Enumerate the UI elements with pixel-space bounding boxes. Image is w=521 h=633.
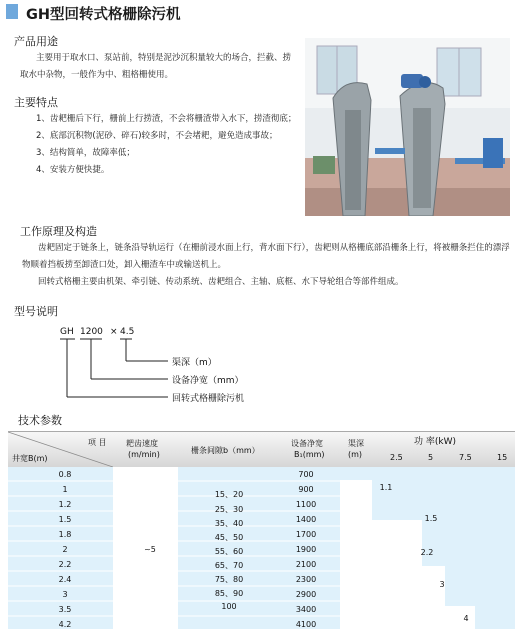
power-cell: 2.2: [420, 548, 434, 557]
usage-heading: 产品用途: [14, 35, 58, 48]
gap-cell: 85、90: [214, 589, 244, 598]
model-label-depth: 渠深（m）: [172, 358, 217, 368]
header-net: 设备净宽: [291, 439, 323, 448]
net-width-cell: 700: [298, 470, 314, 479]
width-cell: 1.5: [58, 515, 72, 524]
header-power: 功 率(kW): [414, 437, 456, 447]
net-width-cell: 2900: [295, 590, 317, 599]
header-power-col: 2.5: [390, 453, 403, 462]
net-width-cell: 1100: [295, 500, 317, 509]
width-cell: 0.8: [58, 470, 72, 479]
page-title: GH型回转式格栅除污机: [26, 7, 181, 23]
header-gap: 栅条间隙b（mm）: [191, 446, 260, 455]
header-speed: 耙齿速度: [126, 439, 158, 448]
width-cell: 4.2: [58, 620, 72, 629]
header-power-col: 7.5: [459, 453, 472, 462]
speed-cell: ~5: [144, 545, 156, 554]
header-power-col: 5: [428, 453, 434, 462]
net-width-cell: 4100: [295, 620, 317, 629]
principle-text-2: 回转式格栅主要由机架、牵引链、传动系统、齿耙组合、主轴、底框、水下导轮组合等部件组成。: [38, 277, 404, 287]
header-item: 项 目: [88, 438, 107, 447]
model-code-times: ×: [110, 327, 118, 337]
gap-cell: 65、70: [214, 561, 244, 570]
model-label-series: 回转式格栅除污机: [172, 394, 245, 404]
width-cell: 1.2: [58, 500, 72, 509]
header-depth: 渠深: [348, 439, 364, 448]
net-width-cell: 1400: [295, 515, 317, 524]
net-width-cell: 3400: [295, 605, 317, 614]
model-code-depth: 4.5: [120, 327, 135, 337]
features-heading: 主要特点: [14, 96, 58, 109]
width-cell: 1.8: [58, 530, 72, 539]
feature-item: 4、安装方便快捷。: [36, 165, 110, 175]
power-cell: 1.1: [379, 483, 393, 492]
net-width-cell: 900: [298, 485, 314, 494]
net-width-cell: 2300: [295, 575, 317, 584]
width-cell: 2.2: [58, 560, 72, 569]
power-cell: 1.5: [424, 514, 438, 523]
header-net-unit: B₁(mm): [294, 450, 325, 459]
feature-item: 1、齿耙栅后下行，栅前上行捞渣，不会将栅渣带入水下，捞渣彻底；: [36, 114, 297, 124]
header-width: 井宽B(m): [12, 454, 48, 463]
feature-item: 3、结构简单，故障率低；: [36, 148, 135, 158]
net-width-cell: 1700: [295, 530, 317, 539]
width-cell: 1: [62, 485, 68, 494]
feature-item: 2、底部沉积物(泥砂、碎石)较多时，不会堵耙，避免造成事故；: [36, 131, 278, 141]
net-width-cell: 2100: [295, 560, 317, 569]
width-cell: 3: [62, 590, 68, 599]
model-label-width: 设备净宽（mm）: [172, 376, 244, 386]
usage-text: 主要用于取水口、泵站前，特别是泥沙沉积量较大的场合，拦截、捞取水中杂物，一般作为中、粗格栅使用。: [20, 53, 292, 80]
model-code-series: GH: [60, 327, 74, 337]
gap-cell: 45、50: [214, 533, 244, 542]
gap-cell: 100: [221, 602, 237, 611]
model-heading: 型号说明: [14, 305, 58, 318]
power-cell: 3: [439, 580, 445, 589]
net-width-cell: 1900: [295, 545, 317, 554]
gap-cell: 15、20: [214, 490, 244, 499]
header-power-col: 15: [497, 453, 508, 462]
power-cell: 4: [463, 614, 469, 623]
header-depth-unit: (m): [348, 450, 363, 459]
gap-cell: 35、40: [214, 519, 244, 528]
width-cell: 3.5: [58, 605, 72, 614]
model-code-width: 1200: [80, 327, 103, 337]
tech-heading: 技术参数: [18, 414, 62, 427]
gap-cell: 75、80: [214, 575, 244, 584]
principle-text-1: 齿耙固定于链条上，链条沿导轨运行（在栅前浸水面上行，背水面下行），齿耙则从格栅底部沿栅条上行，将被栅条拦住的漂浮物顺着挡板捞至卸渣口处，卸入栅渣车中或输送机上。: [22, 243, 510, 270]
width-cell: 2.4: [58, 575, 72, 584]
gap-cell: 25、30: [214, 505, 244, 514]
principle-heading: 工作原理及构造: [20, 225, 97, 238]
header-speed-unit: (m/min): [128, 450, 160, 459]
width-cell: 2: [62, 545, 68, 554]
gap-cell: 55、60: [214, 547, 244, 556]
